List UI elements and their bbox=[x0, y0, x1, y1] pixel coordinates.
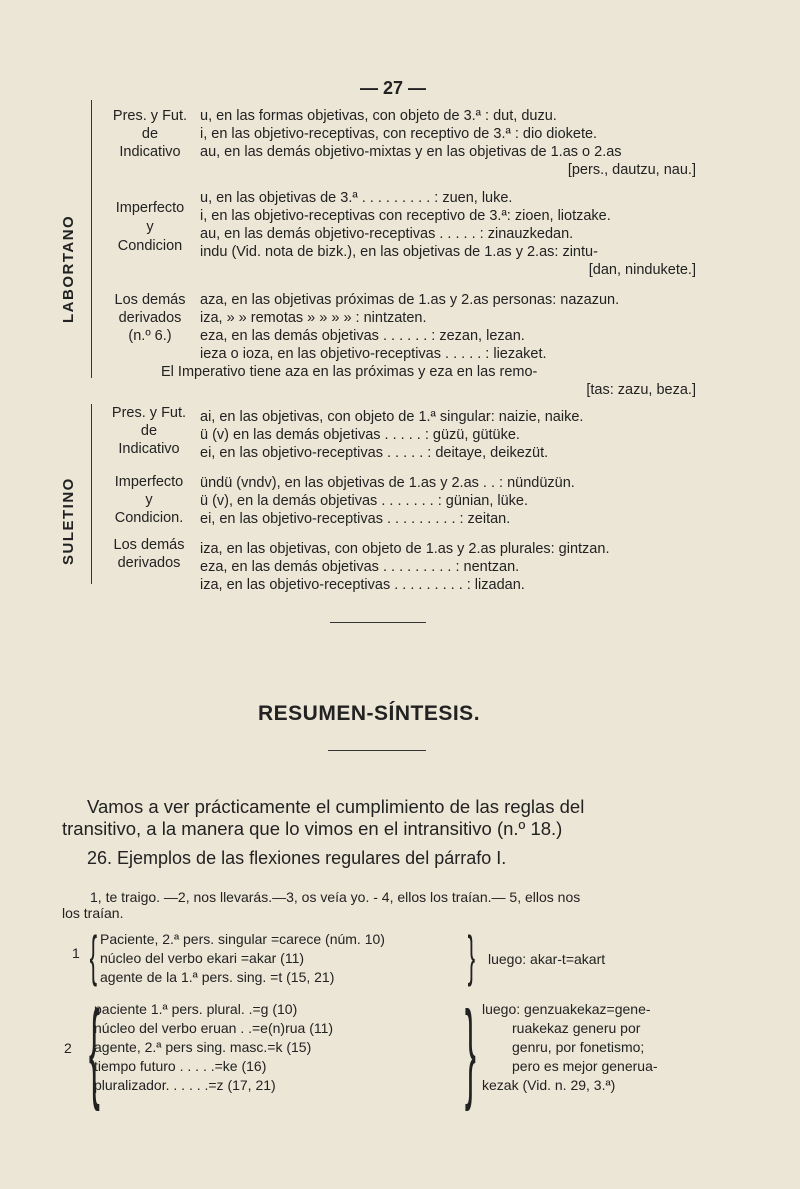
imperative-note-cont: [tas: zazu, beza.] bbox=[586, 382, 696, 398]
suletino-s1-line: ei, en las objetivo-receptivas . . . . . : deitaye, deikezüt. bbox=[200, 445, 549, 461]
example-number: 1 bbox=[72, 945, 80, 961]
labortano-s3-label: Los demás derivados (n.º 6.) bbox=[114, 292, 186, 344]
suletino-s2-label: Imperfecto y Condicion. bbox=[114, 474, 184, 526]
example-line: núcleo del verbo ekari =akar (11) bbox=[100, 950, 305, 966]
examples-intro-line: 1, te traigo. —2, nos llevarás.—3, os veía yo. - 4, ellos los traían.— 5, ellos nos bbox=[90, 889, 581, 905]
section-heading: RESUMEN-SÍNTESIS. bbox=[258, 702, 481, 725]
labortano-s3-line: iza, » » remotas » » » » : nintzaten. bbox=[200, 310, 427, 326]
example-line: agente de la 1.ª pers. sing. =t (15, 21) bbox=[100, 969, 335, 985]
labortano-s1-line: [pers., dautzu, nau.] bbox=[567, 162, 696, 178]
labortano-s1-label: Pres. y Fut. de Indicativo bbox=[112, 108, 188, 160]
example-line: Paciente, 2.ª pers. singular =carece (núm. 10) bbox=[100, 931, 385, 947]
page-number: — 27 — bbox=[360, 78, 427, 98]
divider bbox=[328, 750, 426, 751]
labortano-s2-line: u, en las objetivas de 3.ª . . . . . . . . . : zuen, luke. bbox=[200, 190, 513, 206]
labortano-s1-line: u, en las formas objetivas, con objeto de 3.ª : dut, duzu. bbox=[200, 108, 557, 124]
right-brace-icon: } bbox=[464, 989, 476, 1112]
side-label-labortano: LABORTANO bbox=[60, 214, 77, 323]
example-line: pluralizador. . . . . .=z (17, 21) bbox=[94, 1077, 276, 1093]
example-result: luego: akar-t=akart bbox=[488, 951, 606, 967]
suletino-s1-line: ai, en las objetivas, con objeto de 1.ª singular: naizie, naike. bbox=[200, 409, 584, 425]
suletino-s3-line: eza, en las demás objetivas . . . . . . . . . : nentzan. bbox=[200, 559, 520, 575]
suletino-s1-line: ü (v) en las demás objetivas . . . . . : güzü, gütüke. bbox=[200, 427, 520, 443]
example-number: 2 bbox=[64, 1040, 72, 1056]
left-brace-icon: { bbox=[88, 989, 100, 1112]
intro-paragraph-line: Vamos a ver prácticamente el cumplimiento de las reglas del bbox=[87, 796, 585, 817]
suletino-s2-line: ündü (vndv), en las objetivas de 1.as y 2.as . . : nündüzün. bbox=[200, 475, 575, 491]
imperative-note: El Imperativo tiene aza en las próximas y eza en las remo- bbox=[161, 364, 538, 380]
suletino-s3-label: Los demás derivados bbox=[113, 537, 185, 571]
suletino-s3-line: iza, en las objetivas, con objeto de 1.as y 2.as plurales: gintzan. bbox=[200, 541, 610, 557]
intro-paragraph-line: transitivo, a la manera que lo vimos en el intransitivo (n.º 18.) bbox=[62, 818, 563, 839]
labortano-s2-line: au, en las demás objetivo-receptivas . . . . . : zinauzkedan. bbox=[200, 226, 574, 242]
examples-intro-line: los traían. bbox=[62, 905, 124, 921]
labortano-s3-line: ieza o ioza, en las objetivo-receptivas . . . . . : liezaket. bbox=[200, 346, 547, 362]
labortano-s1-line: i, en las objetivo-receptivas, con receptivo de 3.ª : dio diokete. bbox=[200, 126, 598, 142]
labortano-s3-line: aza, en las objetivas próximas de 1.as y 2.as personas: nazazun. bbox=[200, 292, 620, 308]
suletino-s2-line: ei, en las objetivo-receptivas . . . . . . . . . : zeitan. bbox=[200, 511, 511, 527]
suletino-s3-line: iza, en las objetivo-receptivas . . . . . . . . . : lizadan. bbox=[200, 577, 525, 593]
labortano-s2-label: Imperfecto y Condicion bbox=[115, 200, 185, 254]
labortano-bracket bbox=[91, 100, 92, 378]
suletino-s1-label: Pres. y Fut. de Indicativo bbox=[111, 405, 187, 457]
right-brace-icon: } bbox=[467, 924, 476, 987]
labortano-s1-line: au, en las demás objetivo-mixtas y en las objetivas de 1.as o 2.as bbox=[200, 144, 622, 160]
labortano-s2-line: indu (Vid. nota de bizk.), en las objetivas de 1.as y 2.as: zintu- bbox=[200, 244, 598, 260]
example-result: luego: genzuakekaz=gene- bbox=[482, 1001, 651, 1017]
example-result: genru, por fonetismo; bbox=[512, 1039, 645, 1055]
example-line: paciente 1.ª pers. plural. .=g (10) bbox=[94, 1001, 298, 1017]
example-line: tiempo futuro . . . . .=ke (16) bbox=[94, 1058, 267, 1074]
example-line: núcleo del verbo eruan . .=e(n)rua (11) bbox=[94, 1020, 334, 1036]
section-26-title: 26. Ejemplos de las flexiones regulares del párrafo I. bbox=[87, 848, 507, 868]
suletino-bracket bbox=[91, 404, 92, 584]
labortano-s3-line: eza, en las demás objetivas . . . . . . : zezan, lezan. bbox=[200, 328, 525, 344]
example-result: pero es mejor generua- bbox=[512, 1058, 658, 1074]
side-label-suletino: SULETINO bbox=[60, 477, 77, 565]
example-result: ruakekaz generu por bbox=[512, 1020, 641, 1036]
suletino-s2-line: ü (v), en la demás objetivas . . . . . . . : günian, lüke. bbox=[200, 493, 529, 509]
example-line: agente, 2.ª pers sing. masc.=k (15) bbox=[94, 1039, 312, 1055]
labortano-s2-line: i, en las objetivo-receptivas con receptivo de 3.ª: zioen, liotzake. bbox=[200, 208, 611, 224]
left-brace-icon: { bbox=[89, 924, 98, 987]
example-result: kezak (Vid. n. 29, 3.ª) bbox=[482, 1077, 616, 1093]
divider bbox=[330, 622, 426, 623]
labortano-s2-line: [dan, nindukete.] bbox=[588, 262, 696, 278]
